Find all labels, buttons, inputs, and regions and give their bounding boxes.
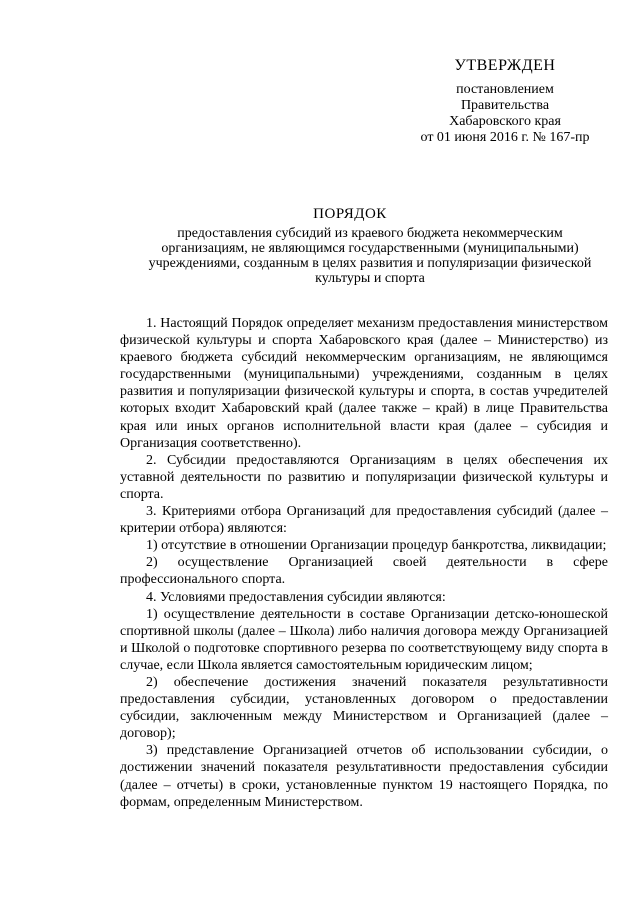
paragraph: 1) отсутствие в отношении Организации процедур банкротства, ликвидации; [146, 538, 607, 554]
paragraph: 1. Настоящий Порядок определяет механизм предоставления министерством физической культуры и спорта Хабаровского края (далее – Министерство) из краевого бюджета субсидий некоммерческим организациям, не являющимся государственными (муниципальными) учреждениями, созданным в целях развития и популяризации физической культуры и спорта, в состав учредителей которых входит Хабаровский край (далее также – край) в лице Правительства края или иных органов исполнительной власти края (далее – субсидия и Организация соответственно). [120, 316, 608, 451]
document-title: ПОРЯДОК [313, 206, 387, 222]
approval-heading: УТВЕРЖДЕН [454, 57, 556, 74]
approval-line-4: от 01 июня 2016 г. № 167-пр [420, 130, 590, 145]
approval-line-2: Правительства [460, 98, 550, 113]
document-subtitle: предоставления субсидий из краевого бюджета некоммерческим организациям, не являющимся государственными (муниципальными) учреждениями, созданным в целях развития и популяризации физической культуры и спорта [148, 226, 592, 286]
paragraph: 3) представление Организацией отчетов об использовании субсидии, о достижении значений показателя результативности предоставления субсидии (далее – отчеты) в сроки, установленные пунктом 19 настоящего Порядка, по формам, определенным Министерством. [120, 743, 608, 810]
paragraph: 2) осуществление Организацией своей деятельности в сфере профессионального спорта. [120, 555, 608, 588]
paragraph: 1) осуществление деятельности в составе Организации детско-юношеской спортивной школы (далее – Школа) либо наличия договора между Организацией и Школой о подготовке спортивного резерва по соответствующему виду спорта в случае, если Школа является самостоятельным юридическим лицом; [120, 606, 608, 673]
document-body [120, 315, 608, 811]
paragraph: 3. Критериями отбора Организаций для предоставления субсидий (далее – критерии отбора) являются: [120, 504, 608, 537]
paragraph: 2) обеспечение достижения значений показателя результативности предоставления субсидии, установленных договором о предоставлении субсидии, заключенным между Министерством и Организацией (далее – договор); [120, 674, 608, 742]
paragraph: 2. Субсидии предоставляются Организациям в целях обеспечения их уставной деятельности по развитию и популяризации физической культуры и спорта. [120, 452, 608, 502]
approval-line-1: постановлением [456, 82, 554, 97]
approval-line-3: Хабаровского края [449, 114, 561, 129]
approval-stamp [405, 58, 605, 146]
paragraph: 4. Условиями предоставления субсидии являются: [146, 589, 446, 605]
